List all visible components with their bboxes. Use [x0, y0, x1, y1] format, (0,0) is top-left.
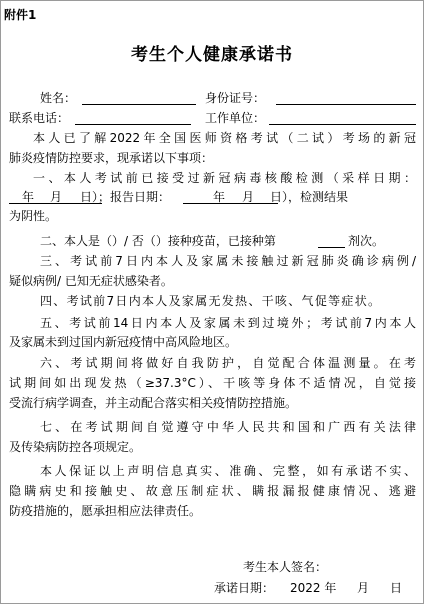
intro-line-1: 本人已了解2022年全国医师资格考试（二试）考场的新冠 [33, 131, 416, 145]
signature-label: 考生本人签名： [243, 560, 328, 574]
item1-line-1: 一、本人考试前已接受过新冠病毒核酸检测（采样日期： [33, 171, 416, 185]
pledge-year: 2022 年 [290, 581, 337, 595]
report-day-result: 日），检测结果 [270, 190, 349, 204]
pledge-line-1: 本人保证以上声明信息真实、准确、完整，如有承诺不实、 [40, 464, 416, 478]
item4-line-1: 四、考试前7日内本人及家属无发热、干咳、气促等症状。 [40, 294, 380, 308]
document-title: 考生个人健康承诺书 [131, 45, 293, 65]
employer-field-line[interactable] [269, 124, 416, 125]
pledge-day: 日 [390, 581, 403, 595]
name-label: 姓名： [40, 91, 77, 105]
employer-label: 工作单位： [205, 111, 266, 125]
pledge-line-3: 防疫措施的，愿承担相应法律责任。 [9, 504, 202, 518]
item1-line-3: 为阴性。 [9, 209, 58, 223]
name-field-line[interactable] [82, 104, 196, 105]
report-month: 月 [242, 190, 255, 204]
page-border-top [0, 0, 424, 1]
item6-line-2: 试期间如出现发热（≥37.3°C）、干咳等身体不适情况，自觉接 [9, 376, 416, 390]
item5-line-1: 五、考试前14日内本人及家属未到过境外；考试前7内本人 [40, 316, 416, 330]
item5-line-2: 及家属未到过国内新冠疫情中高风险地区。 [9, 335, 238, 349]
page-border-left [0, 0, 1, 604]
id-number-field-line[interactable] [276, 104, 416, 105]
item2-suffix: 剂次。 [348, 234, 385, 248]
attachment-label: 附件1 [4, 8, 37, 22]
item7-line-2: 及传染病防控各项规定。 [9, 440, 142, 454]
signature-field[interactable] [327, 573, 407, 574]
pledge-date-label: 承诺日期： [214, 581, 275, 595]
sample-month: 月 [50, 190, 63, 204]
id-number-label: 身份证号： [205, 91, 266, 105]
item3-line-1: 三、考试前7日内本人及家属未接触过新冠肺炎确诊病例/ [40, 254, 416, 268]
sample-year: 年 [22, 190, 35, 204]
pledge-month: 月 [357, 581, 370, 595]
item6-line-3: 受流行病学调查，并主动配合落实相关疫情防控措施。 [9, 396, 298, 410]
item7-line-1: 七、在考试期间自觉遵守中华人民共和国和广西有关法律 [40, 420, 416, 434]
dose-number-line[interactable] [318, 247, 345, 248]
item3-line-2: 疑似病例/ 已知无症状感染者。 [9, 274, 173, 288]
intro-line-2: 肺炎疫情防控要求，现承诺以下事项： [9, 151, 214, 165]
sample-day-report-label: 日）；报告日期： [80, 190, 171, 204]
pledge-line-2: 隐瞒病史和接触史、故意压制症状、瞒报漏报健康情况、逃避 [9, 484, 416, 498]
item2-text: 二、本人是（）/ 否（）接种疫苗，已接种第 [40, 234, 276, 248]
report-date-line[interactable] [183, 203, 278, 204]
phone-label: 联系电话： [9, 111, 70, 125]
phone-field-line[interactable] [75, 124, 191, 125]
item6-line-1: 六、考试期间将做好自我防护，自觉配合体温测量。在考 [40, 356, 416, 370]
report-year: 年 [213, 190, 226, 204]
